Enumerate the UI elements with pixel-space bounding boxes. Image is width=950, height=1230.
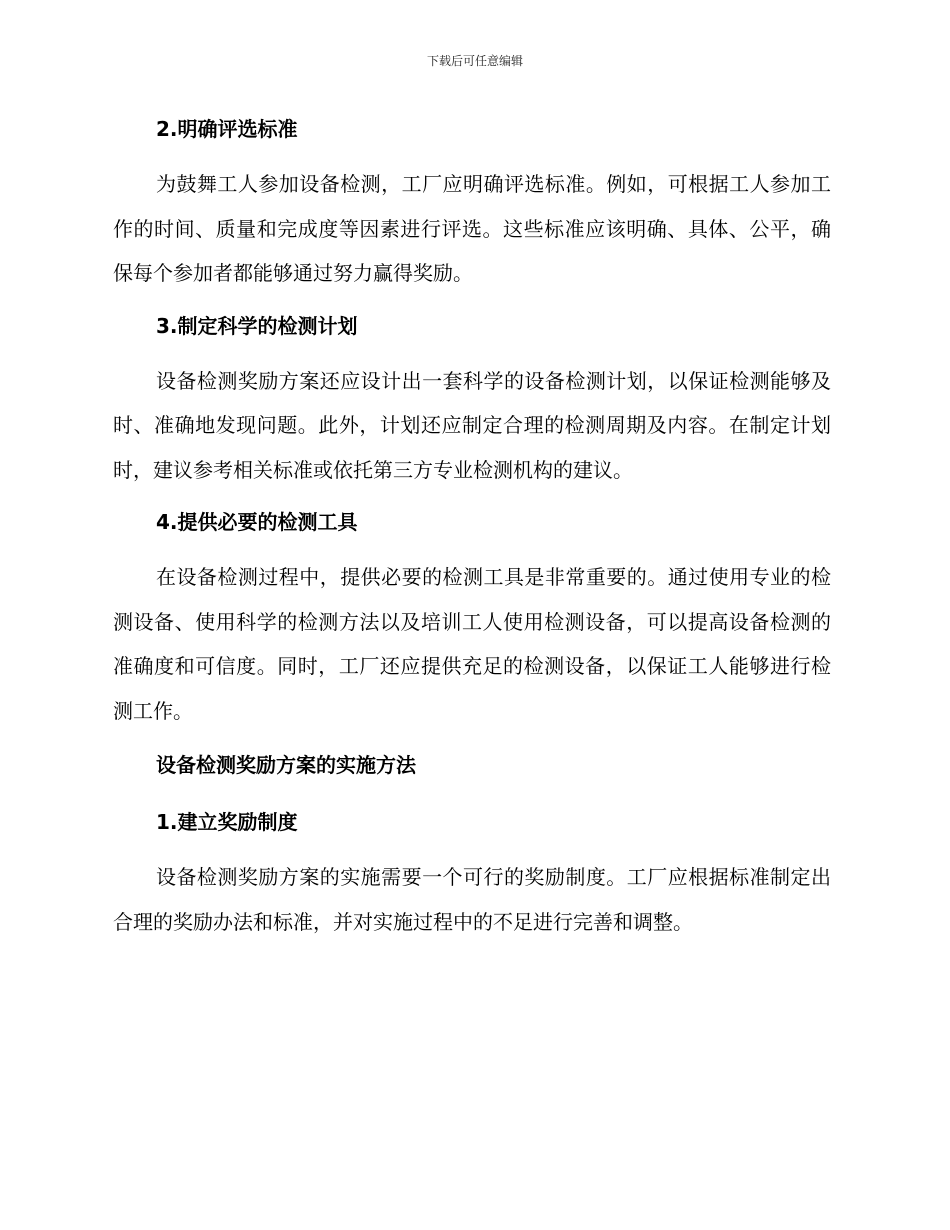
implementation-section-1-body: 设备检测奖励方案的实施需要一个可行的奖励制度。工厂应根据标准制定出合理的奖励办法和标准，并对实施过程中的不足进行完善和调整。	[113, 865, 831, 934]
section-4-body: 在设备检测过程中，提供必要的检测工具是非常重要的。通过使用专业的检测设备、使用科学的检测方法以及培训工人使用检测设备，可以提高设备检测的准确度和可信度。同时，工厂还应提供充足的检测设备，以保证工人能够进行检测工作。	[113, 565, 831, 723]
section-2-title: 2.明确评选标准	[156, 117, 298, 141]
header-note: 下载后可任意编辑	[426, 54, 523, 68]
document-content	[113, 110, 831, 944]
section-2-body: 为鼓舞工人参加设备检测，工厂应明确评选标准。例如，可根据工人参加工作的时间、质量和完成度等因素进行评选。这些标准应该明确、具体、公平，确保每个参加者都能够通过努力赢得奖励。	[113, 172, 831, 285]
section-3-title: 3.制定科学的检测计划	[156, 313, 358, 338]
implementation-section-1-title: 1.建立奖励制度	[156, 810, 298, 834]
section-3-body: 设备检测奖励方案还应设计出一套科学的设备检测计划，以保证检测能够及时、准确地发现问题。此外，计划还应制定合理的检测周期及内容。在制定计划时，建议参考相关标准或依托第三方专业检测机构的建议。	[113, 368, 831, 482]
section-4-title: 4.提供必要的检测工具	[156, 510, 358, 534]
implementation-heading: 设备检测奖励方案的实施方法	[156, 753, 416, 777]
